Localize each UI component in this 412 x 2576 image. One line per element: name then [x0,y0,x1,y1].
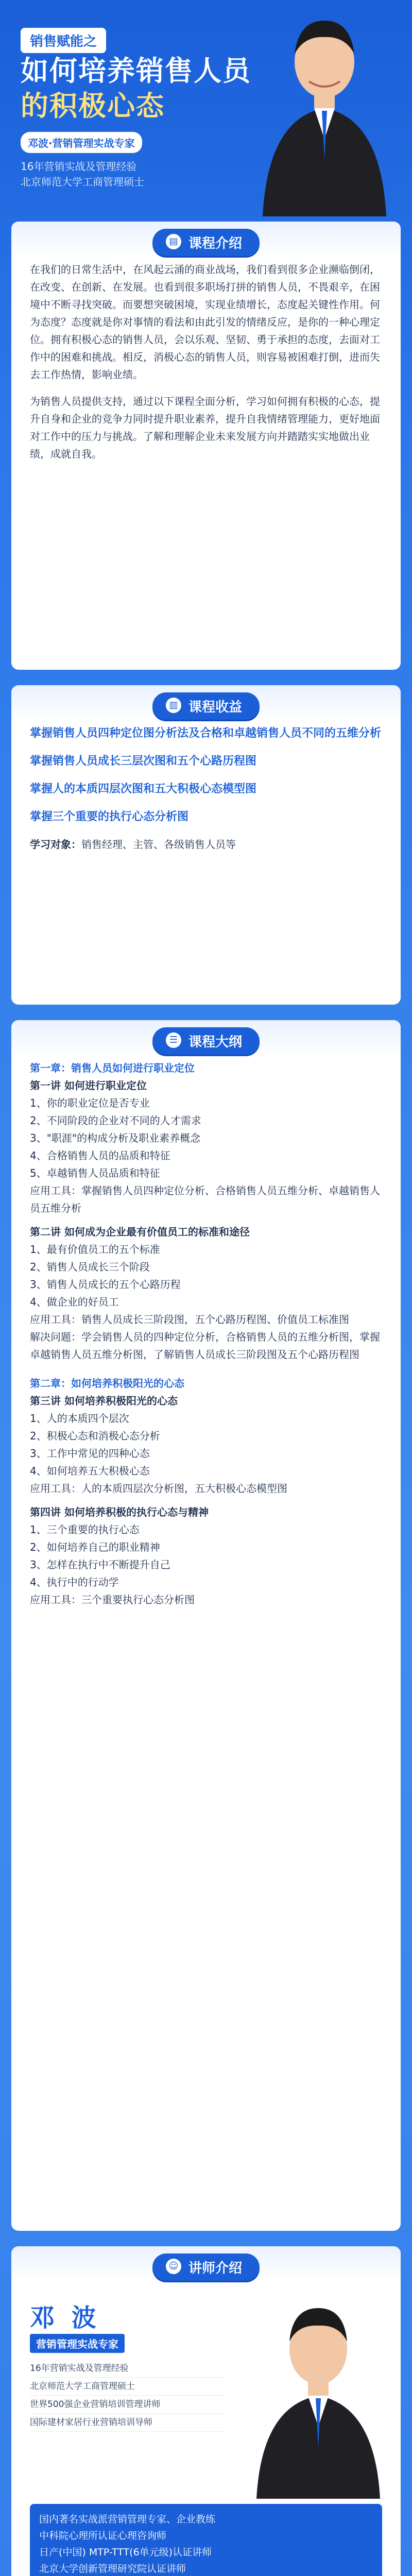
teacher-card [11,2246,401,2576]
teacher-name: 邓 波 [30,2303,100,2332]
chart-icon: ▥ [166,698,181,713]
hero-subtitle: 邓波·营销管理实战专家 [21,132,142,153]
audience: 学习对象：销售经理、主管、各级销售人员等 [30,838,236,851]
intro-heading: ▤ 课程介绍 [152,229,260,256]
book-icon: ▤ [166,234,181,249]
person-icon: ☺ [166,2259,181,2274]
teacher-portrait [241,2293,396,2499]
teacher-heading: ☺ 讲师介绍 [152,2253,260,2281]
list-icon: ☰ [166,1032,181,1048]
benefit-item: 掌握销售人员四种定位图分析法及合格和卓越销售人员不同的五维分析 [30,727,382,740]
teacher-role: 营销管理实战专家 [30,2334,125,2353]
teacher-credentials: 16年营销实战及管理经验 北京师范大学工商管理硕士 世界500强企业营销培训管理讲师 国际建材家居行业营销培训导师 [30,2360,226,2432]
hero-banner [0,0,412,216]
benefits-heading: ▥ 课程收益 [152,692,260,720]
intro-paragraph-1: 在我们的日常生活中，在风起云涌的商业战场，我们看到很多企业濒临倒闭，在改变、在创新、在发展。也看到很多职场打拼的销售人员，不畏艰辛，在困境中不断寻找突破。而要想突破困境，实现业绩增长，态度起关键性作用。何为态度？态度就是你对事情的看法和由此引发的情绪反应，是你的一种心理定位。拥有积极心态的销售人员，会以乐观、坚韧、勇于承担的态度，去面对工作中的困难和挑战。相反，消极心态的销售人员，则容易被困难打倒，进而失去工作热情，影响业绩。 [30,263,380,381]
intro-paragraph-2: 为销售人员提供支持，通过以下课程全面分析，学习如何拥有积极的心态，提升自身和企业的竞争力同时提升职业素养，提升自我情绪管理能力，更好地面对工作中的压力与挑战。了解和理解企业未来发展方向并踏踏实实地做出业绩，成就自我。 [30,395,380,460]
hero-title: 如何培养销售人员 的积极心态 [21,55,251,122]
chapter-1: 第一章：销售人员如何进行职业定位 第一讲 如何进行职业定位 1、你的职业定位是否专业 2、不同阶段的企业对不同的人才需求 3、"职涯"的构成分析及职业素养概念 4、合格销售人员的品质和特征 5、卓越销售人员品质和特征 应用工具：掌握销售人员四种定位分析、合格销售人员五维分析、卓越销售人员五维分析 第二讲 如何成为企业最有价值员工的标准和途径 1、最有价值员工的五个标准 2、销售人员成长三个阶段 3、销售人员成长的五个心路历程 4、做企业的好员工 应用工具：销售人员成长三阶段图，五个心路历程图、价值员工标准图 解决问题：学会销售人员的四种定位分析，合格销售人员的五维分析图，掌握卓越销售人员五维分析图，了解销售人员成长三阶段图及五个心路历程图 [30,1062,380,1361]
benefits-card [11,685,401,1005]
outline-card [11,1020,401,2231]
benefit-item: 掌握销售人员成长三层次图和五个心路历程图 [30,755,257,768]
intro-card [11,222,401,670]
outline-heading: ☰ 课程大纲 [152,1027,260,1055]
benefit-item: 掌握三个重要的执行心态分析图 [30,810,189,823]
hero-desc: 16年营销实战及管理经验 北京师范大学工商管理硕士 [21,160,144,188]
speaker-portrait [247,5,402,216]
teacher-highlights: 国内著名实战派营销管理专家、企业教练 中科院心理所认证心理咨询师 日产(中国) MTP-TTT(6单元级)认证讲师 北京大学创新管理研究院认证讲师 [30,2504,382,2576]
benefit-item: 掌握人的本质四层次图和五大积极心态模型图 [30,783,257,795]
chapter-2: 第二章：如何培养积极阳光的心态 第三讲 如何培养积极阳光的心态 1、人的本质四个层次 2、积极心态和消极心态分析 3、工作中常见的四种心态 4、如何培养五大积极心态 应用工具：人的本质四层次分析图，五大积极心态模型图 第四讲 如何培养积极的执行心态与精神 1、三个重要的执行心态 2、如何培养自己的职业精神 3、怎样在执行中不断提升自己 4、执行中的行动学 应用工具：三个重要执行心态分析图 [30,1377,287,1606]
hero-tag: 销售赋能之 [21,28,106,53]
